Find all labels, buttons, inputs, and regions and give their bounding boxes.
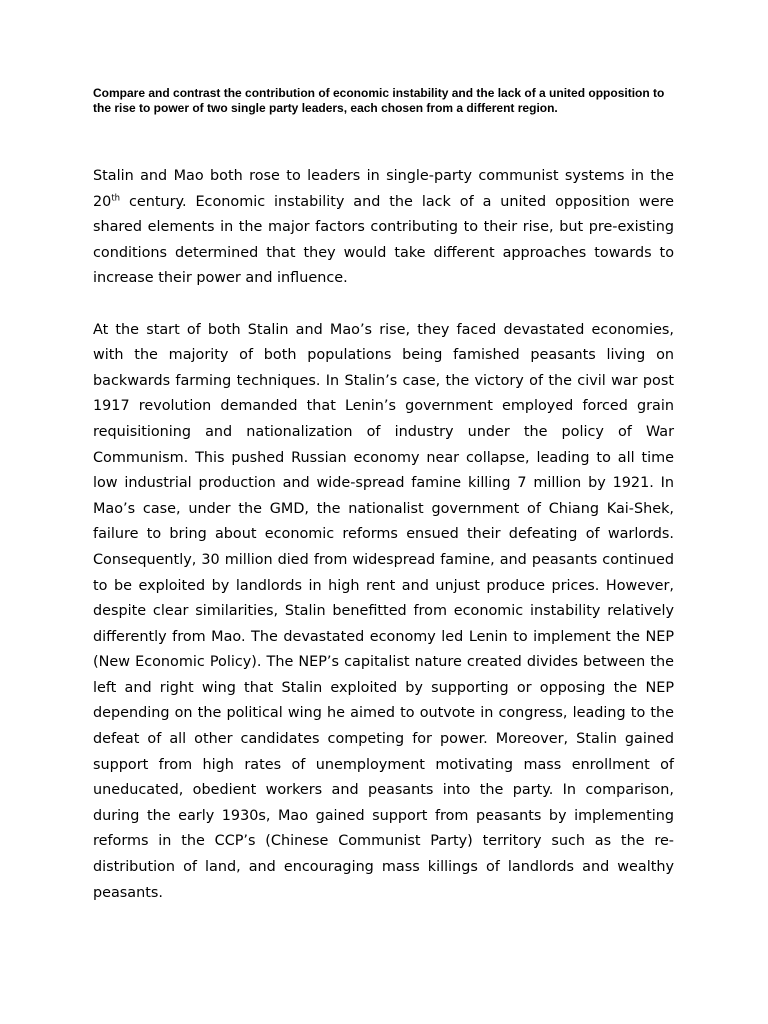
essay-body <box>93 164 674 906</box>
intro-paragraph <box>93 164 674 292</box>
body-paragraph: At the start of both Stalin and Mao’s rise, they faced devastated economies, with the majority of both populations being famished peasants living on backwards farming techniques. In Stalin’s case, the victory of the civil war post 1917 revolution demanded that Lenin’s government employed forced grain requisitioning and nationalization of industry under the policy of War Communism. This pushed Russian economy near collapse, leading to all time low industrial production and wide-spread famine killing 7 million by 1921. In Mao’s case, under the GMD, the nationalist government of Chiang Kai-Shek, failure to bring about economic reforms ensued their defeating of warlords. Consequently, 30 million died from widespread famine, and peasants continued to be exploited by landlords in high rent and unjust produce prices. However, despite clear similarities, Stalin benefitted from economic instability relatively differently from Mao. The devastated economy led Lenin to implement the NEP (New Economic Policy). The NEP’s capitalist nature created divides between the left and right wing that Stalin exploited by supporting or opposing the NEP depending on the political wing he aimed to outvote in congress, leading to the defeat of all other candidates competing for power. Moreover, Stalin gained support from high rates of unemployment motivating mass enrollment of uneducated, obedient workers and peasants into the party. In comparison, during the early 1930s, Mao gained support from peasants by implementing reforms in the CCP’s (Chinese Communist Party) territory such as the re- distribution of land, and encouraging mass killings of landlords and wealthy peasants. <box>93 321 674 901</box>
intro-text-end: century. Economic instability and the lack of a united opposition were shared elements in the major factors contributing to their rise, but pre-existing conditions determined that they would take different approaches towards to increase their power and influence. <box>93 193 674 287</box>
ordinal-superscript: th <box>111 193 121 204</box>
essay-question: Compare and contrast the contribution of economic instability and the lack of a united opposition to the rise to power of two single party leaders, each chosen from a different region. <box>93 86 665 115</box>
intro-text-start: Stalin and Mao both rose to leaders in single-party communist systems in the 20 <box>93 168 674 210</box>
